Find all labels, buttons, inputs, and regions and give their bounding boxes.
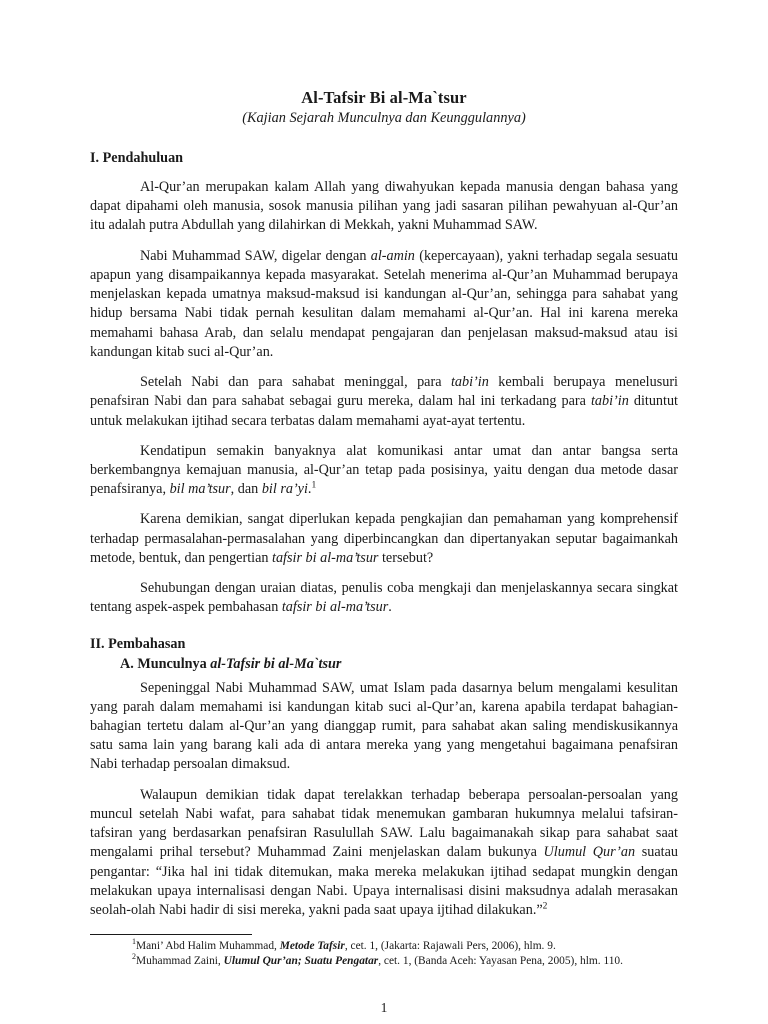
paragraph-3 bbox=[90, 373, 678, 431]
paragraph-8-italic-1: Ulumul Qur’an bbox=[543, 844, 636, 861]
footnote-2 bbox=[90, 954, 678, 969]
subsection-heading-a bbox=[120, 655, 678, 673]
page-title: Al-Tafsir Bi al-Ma`tsur bbox=[301, 88, 467, 107]
paragraph-4-text-3: . bbox=[307, 481, 312, 498]
paragraph-1 bbox=[90, 178, 678, 236]
footnote-1-text-1: Mani’ Abd Halim Muhammad, bbox=[136, 940, 280, 952]
paragraph-7-text: Sepeninggal Nabi Muhammad SAW, umat Islam pada dasarnya belum mengalami kesulitan yang parah dalam memahami isi kandungan kitab suci al-Qur’an, karena apabila terdapat bahagian-bahagian tertetu dalam al-Qur’an yang dianggap rumit, para sahabat akan saling mendiskusikannya satu sama lain yang barang kali ada di antara mereka yang yang mengetahui bagaimana penafsiran Nabi terhadap persoalan dimaksud. bbox=[90, 679, 678, 773]
paragraph-5-italic-1: tafsir bi al-ma’tsur bbox=[272, 549, 379, 566]
paragraph-2-italic-1: al-amin bbox=[370, 247, 415, 264]
footnote-separator-rule bbox=[90, 934, 252, 935]
paragraph-2-text-2: (kepercayaan), yakni terhadap segala sesuatu apapun yang disampaikannya kepada masyarakat. Setelah menerima al-Qur’an Muhammad berupaya menjelaskan kepada umatnya maksud-maksud isi kandungan al-Qur’an, sehingga para sahabat yang hidup bersama Nabi tidak pernah kesulitan dalam memahami al-Qur’an. Hal ini karena mereka memahami bahasa Arab, dan selalu mendapat pengajaran dan penjelasan maksud-maksud atau isi kandungan kitab suci al-Qur’an. bbox=[90, 247, 678, 360]
footnotes-area bbox=[90, 934, 678, 969]
footnote-2-title: Ulumul Qur’an; Suatu Pengatar bbox=[223, 955, 379, 968]
paragraph-8-text-1: Walaupun demikian tidak dapat terelakkan terhadap beberapa persoalan-persoalan yang muncul setelah Nabi wafat, para sahabat tidak menemukan gambaran hukumnya melalui tafsiran-tafsiran yang berdasarkan penafsiran Rasulullah SAW. Lalu bagaimanakah sikap para sahabat saat mengalami prihal tersebut? Muhammad Zaini menjelaskan dalam bukunya bbox=[90, 786, 678, 861]
paragraph-2-text-1: Nabi Muhammad SAW, digelar dengan bbox=[140, 247, 371, 264]
paragraph-5-text-1: Karena demikian, sangat diperlukan kepada pengkajian dan pemahaman yang komprehensif terhadap permasalahan-permasalahan yang diperbincangkan dan dipertanyakan seputar bagaimankah metode, bentuk, dan pengertian bbox=[90, 511, 678, 566]
paragraph-5 bbox=[90, 510, 678, 568]
subsection-heading-a-prefix: A. Munculnya bbox=[120, 656, 211, 673]
paragraph-8-text-2: suatau pengantar: “Jika hal ini tidak ditemukan, maka mereka melakukan ijtihad sedapat mungkin dengan melakukan upaya internalisasi dengan Nabi. Upaya internalisasi disini maksudnya adalah merasakan seolah-olah Nabi hadir di sisi mereka, yakni pada saat upaya ijtihad dilakukan.” bbox=[90, 844, 678, 919]
paragraph-7 bbox=[90, 679, 678, 775]
paragraph-3-text-2: kembali berupaya menelusuri penafsiran Nabi dan para sahabat sebagai guru mereka, dalam hal ini terkadang para bbox=[90, 374, 678, 410]
paragraph-6-text-2: . bbox=[388, 599, 392, 616]
footnote-2-text-1: Muhammad Zaini, bbox=[136, 955, 224, 968]
paragraph-3-italic-1: tabi’in bbox=[450, 374, 489, 391]
footnote-2-text-2: , cet. 1, (Banda Aceh: Yayasan Pena, 2005), hlm. 110. bbox=[378, 955, 623, 968]
paragraph-1-text: Al-Qur’an merupakan kalam Allah yang diwahyukan kepada manusia dengan bahasa yang dapat dipahami oleh manusia, sosok manusia pilihan yang jadi sasaran pilihan pewahyuan al-Qur’an itu adalah putra Abdullah yang dilahirkan di Mekkah, yakni Muhammad SAW. bbox=[90, 178, 678, 234]
paragraph-3-text-3: dituntut untuk melakukan ijtihad secara terbatas dalam memahami ayat-ayat tertentu. bbox=[90, 393, 678, 429]
footnote-1 bbox=[90, 939, 678, 954]
footnote-1-text-2: , cet. 1, (Jakarta: Rajawali Pers, 2006), hlm. 9. bbox=[344, 940, 556, 952]
paragraph-5-text-2: tersebut? bbox=[378, 549, 434, 566]
footnote-ref-1[interactable]: 1 bbox=[311, 480, 317, 491]
paragraph-2 bbox=[90, 247, 678, 362]
paragraph-4 bbox=[90, 442, 678, 500]
paragraph-4-text-1: Kendatipun semakin banyaknya alat komunikasi antar umat dan antar bangsa serta berkembangnya kemajuan manusia, al-Qur’an tetap pada posisinya, yaitu dengan dua metode dasar penafsiranya, bbox=[90, 442, 678, 498]
paragraph-6 bbox=[90, 579, 678, 617]
paragraph-4-italic-1: bil ma’tsur bbox=[169, 481, 231, 498]
page-subtitle: (Kajian Sejarah Munculnya dan Keunggulannya) bbox=[242, 109, 526, 126]
paragraph-8 bbox=[90, 786, 678, 921]
paragraph-6-text-1: Sehubungan dengan uraian diatas, penulis coba mengkaji dan menjelaskannya secara singkat tentang aspek-aspek pembahasan bbox=[90, 580, 678, 616]
paragraph-3-italic-2: tabi’in bbox=[590, 393, 629, 410]
paragraph-6-italic-1: tafsir bi al-ma’tsur bbox=[281, 599, 389, 616]
page-number: 1 bbox=[380, 1000, 388, 1015]
subsection-heading-a-italic: al-Tafsir bi al-Ma`tsur bbox=[210, 656, 342, 673]
paragraph-3-text-1: Setelah Nabi dan para sahabat meninggal, para bbox=[140, 374, 451, 391]
paragraph-4-text-2: , dan bbox=[230, 481, 262, 498]
paragraph-4-italic-2: bil ra’yi bbox=[261, 481, 308, 498]
footnote-ref-2[interactable]: 2 bbox=[542, 901, 548, 912]
section-heading-pendahuluan: I. Pendahuluan bbox=[90, 150, 184, 167]
footnote-1-title: Metode Tafsir bbox=[279, 940, 345, 952]
section-heading-pembahasan: II. Pembahasan bbox=[90, 635, 186, 652]
footnote-2-marker: 2 bbox=[132, 952, 136, 962]
footnote-1-marker: 1 bbox=[132, 937, 136, 947]
